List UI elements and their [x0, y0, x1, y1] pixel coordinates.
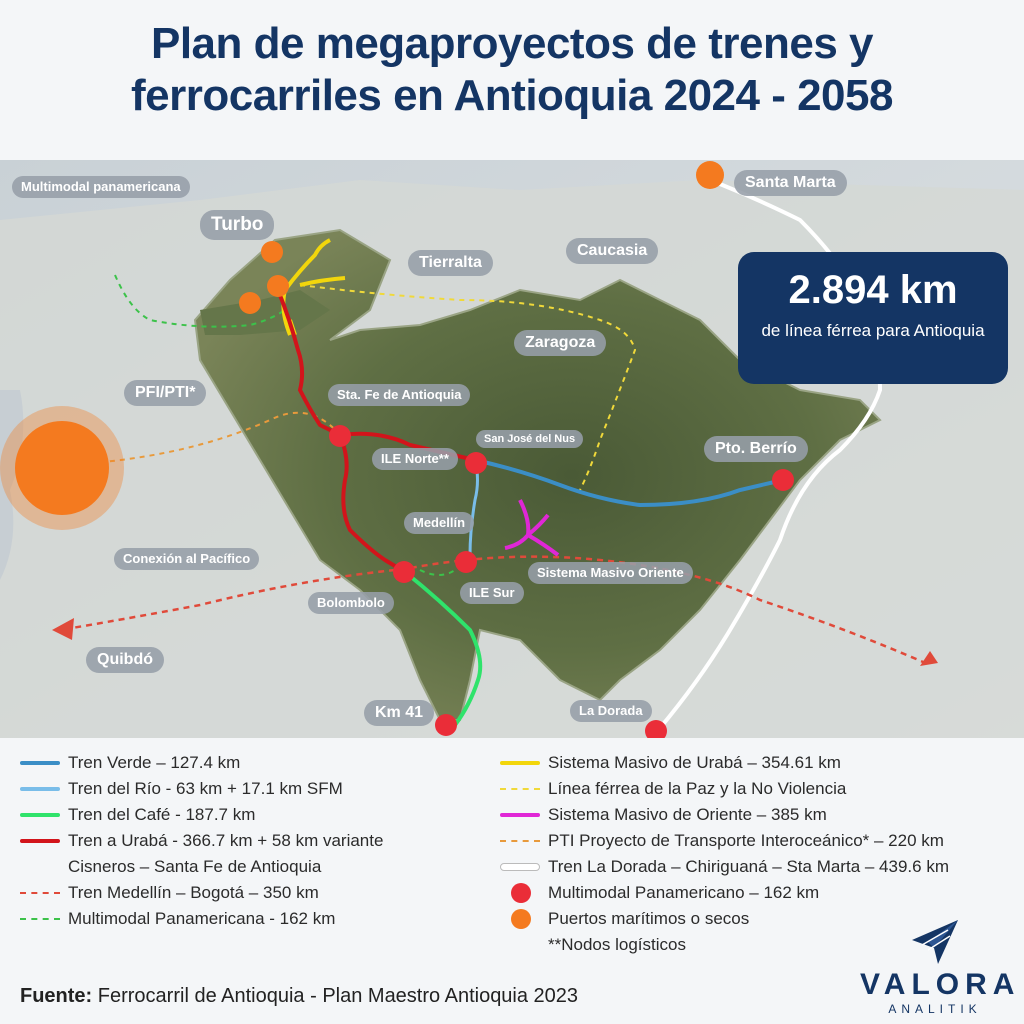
legend-label-continuation: Cisneros – Santa Fe de Antioquia [68, 857, 322, 876]
legend-label: Tren Medellín – Bogotá – 350 km [68, 883, 319, 902]
label-caucasia: Caucasia [566, 238, 658, 264]
legend-label: Tren del Río - 63 km + 17.1 km SFM [68, 779, 343, 798]
label-quibdo: Quibdó [86, 647, 164, 673]
legend-swatch-multimodal-pan-icon [20, 908, 60, 930]
label-tierralta: Tierralta [408, 250, 493, 276]
legend-swatch-tren-verde-icon [20, 752, 60, 774]
stat-description: de línea férrea para Antioquia [761, 321, 985, 340]
legend-swatch-multimodal-dot-icon [500, 882, 540, 904]
label-medellin: Medellín [404, 512, 474, 534]
uraba-port-dot-2 [239, 292, 261, 314]
turbo-port-dot [261, 241, 283, 263]
uraba-port-dot [267, 275, 289, 297]
legend-label: PTI Proyecto de Transporte Interoceánico* – 220 km [548, 831, 944, 850]
legend-item-linea-paz [500, 778, 949, 804]
legend-item-tren-med-bog [20, 882, 383, 908]
legend-label: Tren a Urabá - 366.7 km + 58 km variante [68, 831, 384, 850]
legend-item-multimodal-pan [20, 908, 383, 934]
label-pto-berrio: Pto. Berrío [704, 436, 808, 462]
legend-item-tren-rio [20, 778, 383, 804]
label-bolombolo: Bolombolo [308, 592, 394, 614]
label-san-jose: San José del Nus [476, 430, 583, 448]
legend-item-pti [500, 830, 949, 856]
legend-left [20, 752, 383, 934]
ile-sur-node-dot [455, 551, 477, 573]
legend-swatch-linea-paz-icon [500, 778, 540, 800]
page-title [0, 18, 1024, 122]
legend-label: Multimodal Panamericano – 162 km [548, 883, 820, 902]
legend-item-masivo-uraba [500, 752, 949, 778]
legend-swatch-la-dorada-icon [500, 856, 540, 878]
label-ile-norte: ILE Norte** [372, 448, 458, 470]
logo-brand: VALORA [860, 968, 1021, 1001]
label-santa-marta: Santa Marta [734, 170, 847, 196]
source-label: Fuente: [20, 985, 93, 1007]
legend-swatch-tren-cafe-icon [20, 804, 60, 826]
label-la-dorada: La Dorada [570, 700, 652, 722]
legend-swatch-puertos-icon [500, 908, 540, 930]
map-area [0, 160, 1024, 738]
legend-swatch-masivo-oriente-icon [500, 804, 540, 826]
label-multimodal: Multimodal panamericana [12, 176, 190, 198]
source-note [20, 985, 578, 1008]
legend-swatch-masivo-uraba-icon [500, 752, 540, 774]
legend-item-multimodal-dot [500, 882, 949, 908]
title-line-1: Plan de megaproyectos de trenes y [150, 19, 873, 68]
legend-label: Tren Verde – 127.4 km [68, 753, 241, 772]
label-pfi-pti: PFI/PTI* [124, 380, 206, 406]
santa-marta-port-dot [696, 161, 724, 189]
legend-item-la-dorada [500, 856, 949, 882]
source-text: Ferrocarril de Antioquia - Plan Maestro Antioquia 2023 [92, 985, 579, 1007]
valora-logo [860, 918, 1021, 1018]
label-ile-sur: ILE Sur [460, 582, 524, 604]
legend-swatch-pti-icon [500, 830, 540, 852]
logo-sub: ANALITIK [888, 1002, 982, 1016]
label-turbo: Turbo [200, 210, 274, 240]
legend-label: Tren La Dorada – Chiriguaná – Sta Marta – 439.6 km [548, 857, 949, 876]
legend-swatch-tren-rio-icon [20, 778, 60, 800]
legend-swatch-nodos-icon [500, 934, 540, 956]
legend-label: Sistema Masivo de Urabá – 354.61 km [548, 753, 841, 772]
legend-label: Sistema Masivo de Oriente – 385 km [548, 805, 827, 824]
stat-value: 2.894 km [788, 268, 958, 312]
label-zaragoza: Zaragoza [514, 330, 606, 356]
logo-mark-icon [908, 918, 962, 966]
title-line-2: ferrocarriles en Antioquia 2024 - 2058 [131, 71, 893, 120]
legend-swatch-tren-uraba-icon [20, 830, 60, 852]
stat-box [738, 252, 1008, 384]
pto-berrio-node-dot [772, 469, 794, 491]
legend-label: Línea férrea de la Paz y la No Violencia [548, 779, 847, 798]
label-km41: Km 41 [364, 700, 434, 726]
legend-label: Puertos marítimos o secos [548, 909, 750, 928]
label-sistema-masivo-oriente: Sistema Masivo Oriente [528, 562, 693, 584]
legend-item-tren-verde [20, 752, 383, 778]
legend-swatch-tren-med-bog-icon [20, 882, 60, 904]
km41-node-dot [435, 714, 457, 736]
legend-item-tren-cafe [20, 804, 383, 830]
label-sta-fe: Sta. Fe de Antioquia [328, 384, 470, 406]
legend-label: Tren del Café - 187.7 km [68, 805, 256, 824]
legend-item-tren-uraba [20, 830, 383, 856]
label-conexion-pacifico: Conexión al Pacífico [114, 548, 259, 570]
bolombolo-node-dot [393, 561, 415, 583]
ile-norte-node-dot [465, 452, 487, 474]
legend-item-masivo-oriente [500, 804, 949, 830]
pfi-port-dot [15, 421, 109, 515]
legend-label: **Nodos logísticos [548, 935, 686, 954]
legend-label: Multimodal Panamericana - 162 km [68, 909, 336, 928]
sta-fe-node-dot [329, 425, 351, 447]
